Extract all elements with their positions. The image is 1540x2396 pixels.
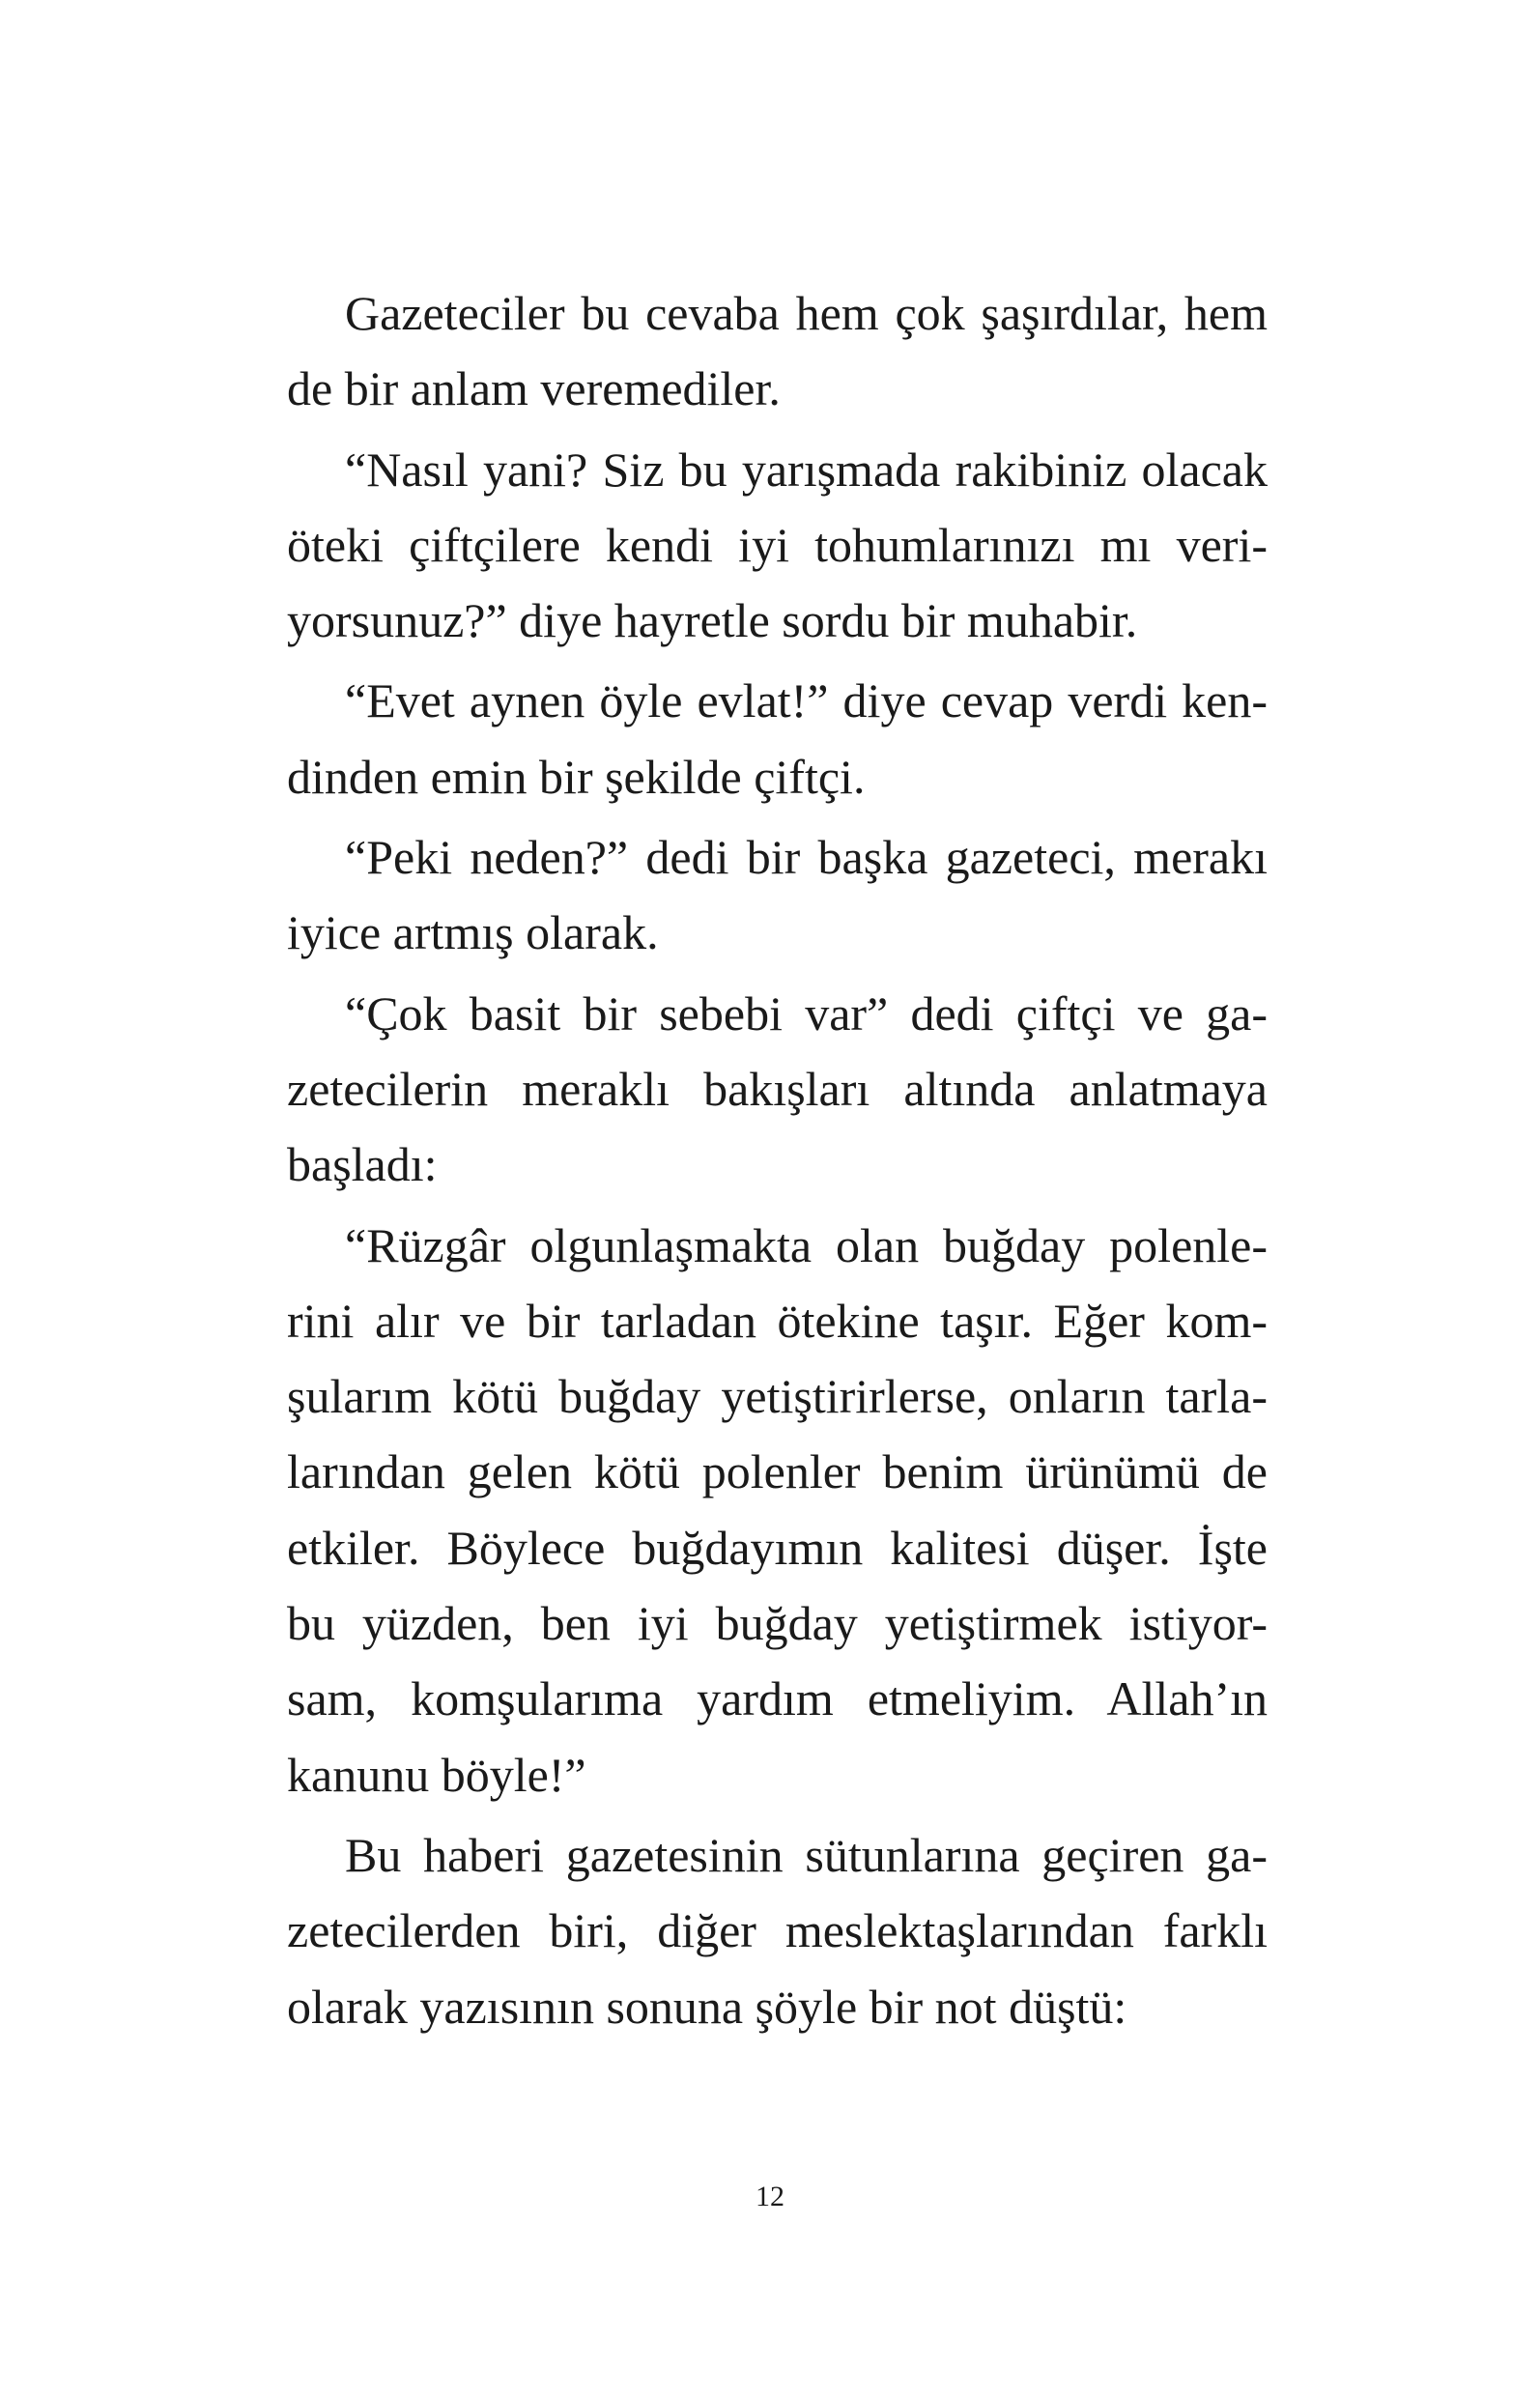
text-line: kanunu böyle!” [287,1747,586,1802]
text-line: olarak yazısının sonuna şöyle bir not düştü: [287,1979,1127,2034]
paragraph [287,663,1268,814]
text-line: rini alır ve bir tarladan ötekine taşır. Eğer kom- [287,1293,1268,1348]
text-line: şularım kötü buğday yetiştirirlerse, onların tarla- [287,1369,1268,1424]
text-line: bu yüzden, ben iyi buğday yetiştirmek istiyor- [287,1596,1268,1651]
text-line: yorsunuz?” diye hayretle sordu bir muhabir. [287,593,1138,648]
text-line: Gazeteciler bu cevaba hem çok şaşırdılar, hem [345,286,1268,340]
text-line: etkiler. Böylece buğdayımın kalitesi düşer. İşte [287,1520,1268,1575]
text-line: de bir anlam veremediler. [287,361,781,416]
page-number: 12 [756,2181,784,2212]
text-line: “Evet aynen öyle evlat!” diye cevap verdi ken- [345,673,1268,728]
paragraph [287,275,1268,427]
text-line: iyice artmış olarak. [287,905,659,960]
text-line: “Rüzgâr olgunlaşmakta olan buğday polenle- [345,1217,1268,1272]
text-line: larından gelen kötü polenler benim ürünümü de [287,1444,1268,1499]
paragraph [287,1817,1268,2044]
text-line: “Çok basit bir sebebi var” dedi çiftçi ve ga- [345,985,1268,1041]
text-line: “Nasıl yani? Siz bu yarışmada rakibiniz olacak [345,442,1268,497]
paragraph [287,1208,1268,1812]
text-line: zetecilerden biri, diğer meslektaşlarından farklı [287,1903,1268,1958]
text-line: Bu haberi gazetesinin sütunlarına geçiren ga- [345,1827,1268,1882]
text-line: “Peki neden?” dedi bir başka gazeteci, merakı [345,830,1268,885]
paragraph [287,432,1268,659]
text-line: dinden emin bir şekilde çiftçi. [287,749,866,804]
paragraph [287,976,1268,1203]
text-line: sam, komşularıma yardım etmeliyim. Allah’ın [287,1671,1268,1726]
text-line: başladı: [287,1137,438,1192]
text-line: zetecilerin meraklı bakışları altında anlatmaya [287,1061,1268,1116]
text-line: öteki çiftçilere kendi iyi tohumlarınızı mı veri- [287,517,1268,572]
body-text [287,275,1268,2044]
paragraph [287,819,1268,971]
